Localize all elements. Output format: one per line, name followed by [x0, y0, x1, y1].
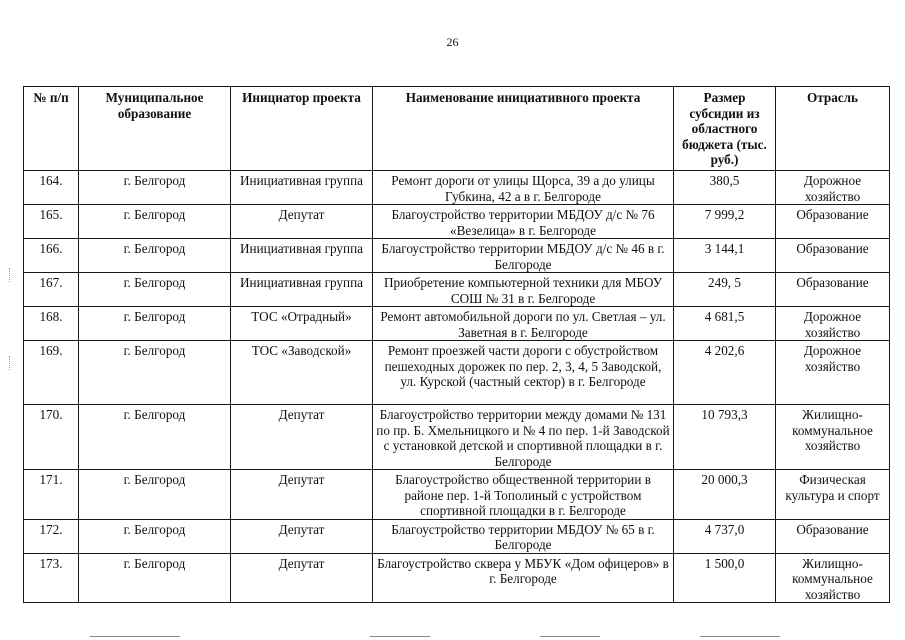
row-industry: Дорожное хозяйство [776, 307, 890, 341]
header-industry: Отрасль [776, 87, 890, 171]
header-initiator: Инициатор проекта [231, 87, 373, 171]
row-subsidy: 3 144,1 [674, 239, 776, 273]
row-project: Благоустройство общественной территории в районе пер. 1-й Тополиный с устройством спортивной площадки в г. Белгороде [373, 470, 674, 520]
table-row [24, 307, 890, 341]
table-header-row [24, 87, 890, 171]
row-municipality: г. Белгород [79, 405, 231, 470]
row-project: Благоустройство сквера у МБУК «Дом офицеров» в г. Белгороде [373, 553, 674, 603]
row-num: 169. [24, 341, 79, 405]
row-subsidy: 4 202,6 [674, 341, 776, 405]
scan-bottom-edge [0, 632, 905, 640]
row-subsidy: 7 999,2 [674, 205, 776, 239]
table-row [24, 470, 890, 520]
row-initiator: Депутат [231, 405, 373, 470]
header-municipality: Муниципальное образование [79, 87, 231, 171]
row-num: 166. [24, 239, 79, 273]
row-project: Благоустройство территории МБДОУ № 65 в г. Белгороде [373, 519, 674, 553]
row-subsidy: 249, 5 [674, 273, 776, 307]
row-municipality: г. Белгород [79, 273, 231, 307]
row-num: 170. [24, 405, 79, 470]
row-industry: Образование [776, 239, 890, 273]
row-initiator: Инициативная группа [231, 171, 373, 205]
row-subsidy: 4 681,5 [674, 307, 776, 341]
row-subsidy: 380,5 [674, 171, 776, 205]
row-project: Приобретение компьютерной техники для МБОУ СОШ № 31 в г. Белгороде [373, 273, 674, 307]
row-project: Благоустройство территории МБДОУ д/с № 76 «Везелица» в г. Белгороде [373, 205, 674, 239]
row-num: 173. [24, 553, 79, 603]
row-project: Ремонт автомобильной дороги по ул. Светлая – ул. Заветная в г. Белгороде [373, 307, 674, 341]
table-row [24, 171, 890, 205]
row-subsidy: 10 793,3 [674, 405, 776, 470]
row-num: 167. [24, 273, 79, 307]
row-initiator: Депутат [231, 519, 373, 553]
row-industry: Жилищно-коммунальное хозяйство [776, 405, 890, 470]
scan-artifact [9, 356, 13, 370]
table-row [24, 239, 890, 273]
table-row [24, 273, 890, 307]
row-num: 171. [24, 470, 79, 520]
row-industry: Дорожное хозяйство [776, 171, 890, 205]
row-municipality: г. Белгород [79, 171, 231, 205]
row-municipality: г. Белгород [79, 239, 231, 273]
table-row [24, 519, 890, 553]
row-num: 164. [24, 171, 79, 205]
table-row [24, 405, 890, 470]
row-industry: Образование [776, 273, 890, 307]
header-subsidy: Размер субсидии из областного бюджета (тыс. руб.) [674, 87, 776, 171]
row-industry: Образование [776, 519, 890, 553]
scan-artifact [9, 268, 13, 282]
row-municipality: г. Белгород [79, 519, 231, 553]
row-initiator: Инициативная группа [231, 239, 373, 273]
page-number: 26 [446, 35, 459, 49]
row-initiator: Депутат [231, 553, 373, 603]
row-industry: Жилищно-коммунальное хозяйство [776, 553, 890, 603]
row-industry: Физическая культура и спорт [776, 470, 890, 520]
row-municipality: г. Белгород [79, 307, 231, 341]
row-municipality: г. Белгород [79, 470, 231, 520]
row-municipality: г. Белгород [79, 341, 231, 405]
row-initiator: ТОС «Заводской» [231, 341, 373, 405]
header-num: № п/п [24, 87, 79, 171]
row-subsidy: 20 000,3 [674, 470, 776, 520]
row-municipality: г. Белгород [79, 553, 231, 603]
row-subsidy: 4 737,0 [674, 519, 776, 553]
row-initiator: ТОС «Отрадный» [231, 307, 373, 341]
row-project: Благоустройство территории МБДОУ д/с № 46 в г. Белгороде [373, 239, 674, 273]
row-num: 165. [24, 205, 79, 239]
row-project: Благоустройство территории между домами № 131 по пр. Б. Хмельницкого и № 4 по пер. 1-й Заводской с установкой детской и спортивной площадки в г. Белгороде [373, 405, 674, 470]
header-project: Наименование инициативного проекта [373, 87, 674, 171]
row-num: 168. [24, 307, 79, 341]
row-industry: Дорожное хозяйство [776, 341, 890, 405]
table-row [24, 341, 890, 405]
row-num: 172. [24, 519, 79, 553]
row-project: Ремонт проезжей части дороги с обустройством пешеходных дорожек по пер. 2, 3, 4, 5 Заводской, ул. Курской (частный сектор) в г. Белгороде [373, 341, 674, 405]
row-initiator: Инициативная группа [231, 273, 373, 307]
row-municipality: г. Белгород [79, 205, 231, 239]
row-initiator: Депутат [231, 470, 373, 520]
table-row [24, 205, 890, 239]
row-initiator: Депутат [231, 205, 373, 239]
row-project: Ремонт дороги от улицы Щорса, 39 а до улицы Губкина, 42 а в г. Белгороде [373, 171, 674, 205]
projects-table [23, 86, 890, 603]
table-row [24, 553, 890, 603]
row-subsidy: 1 500,0 [674, 553, 776, 603]
row-industry: Образование [776, 205, 890, 239]
